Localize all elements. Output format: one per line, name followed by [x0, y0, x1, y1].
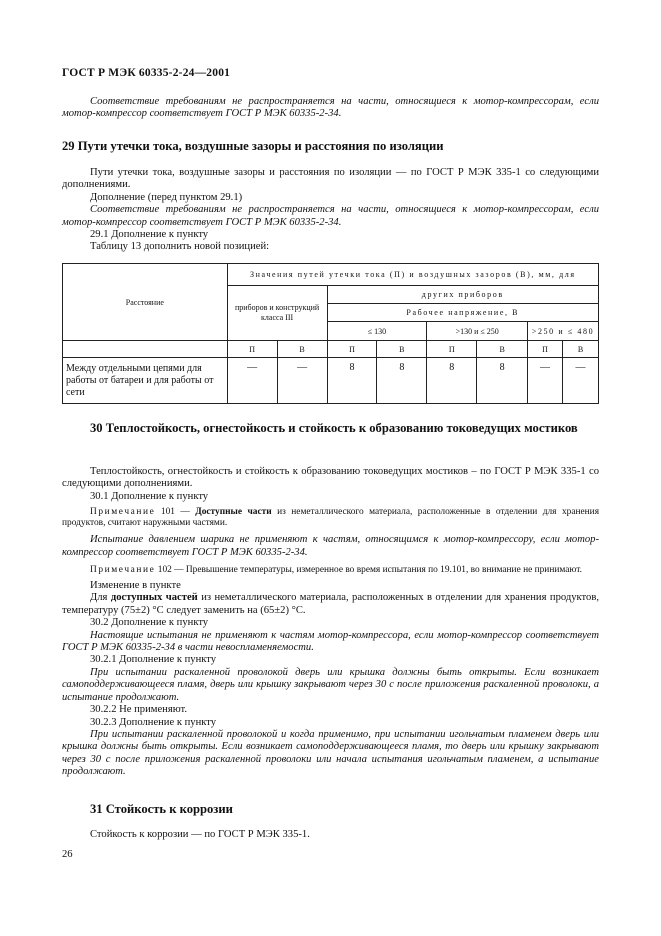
- th-sub: П: [528, 341, 563, 358]
- s30-note2: [62, 565, 599, 576]
- note2-text: 102 — Превышение температуры, измеренное во время испытания по 19.101, во внимание не принимают.: [157, 565, 582, 576]
- s29-p1: Пути утечки тока, воздушные зазоры и расстояния по изоляции — по ГОСТ Р МЭК 335-1 со следующими дополнениями.: [62, 167, 599, 191]
- document-header: ГОСТ Р МЭК 60335-2-24—2001: [62, 67, 231, 79]
- s29-p2: Дополнение (перед пунктом 29.1): [90, 191, 243, 203]
- th-values: Значения путей утечки тока (П) и воздушных зазоров (В), мм, для: [227, 264, 598, 286]
- th-voltage: Рабочее напряжение, В: [327, 304, 598, 322]
- th-sub: В: [277, 341, 327, 358]
- cell: 8: [477, 358, 528, 404]
- s31-p1: Стойкость к коррозии — по ГОСТ Р МЭК 335-1.: [90, 829, 310, 840]
- th-v1: ≤ 130: [327, 322, 427, 341]
- s30-p9: При испытании раскаленной проволокой дверь или крышка должны быть открыты. Если возникает самоподдерживающееся пламя, дверь или крышку закрывают через 30 с после приложения раскаленной проволоки, а испытание продолжают.: [62, 666, 599, 703]
- table-13-addition: [62, 263, 599, 404]
- intro-note: [62, 96, 599, 121]
- s29-p5: Таблицу 13 дополнить новой позицией:: [90, 241, 270, 253]
- intro-note-text: Соответствие требованиям не распространяется на части, относящиеся к мотор-компрессорам, если мотор-компрессор соответствует ГОСТ Р МЭК 60335-2-34.: [62, 96, 599, 120]
- th-distance: Расстояние: [63, 264, 228, 341]
- p5-bold: доступных частей: [110, 592, 198, 604]
- s30-note1: [62, 507, 599, 529]
- s30-p6: 30.2 Дополнение к пункту: [90, 617, 209, 629]
- note2-label: Примечание: [90, 565, 156, 576]
- s30-p8: 30.2.1 Дополнение к пункту: [90, 654, 217, 666]
- th-v3: >250 и ≤ 480: [528, 322, 599, 341]
- cell: —: [562, 358, 598, 404]
- th-v2: >130 и ≤ 250: [427, 322, 528, 341]
- s30-p10: 30.2.2 Не применяют.: [90, 704, 187, 716]
- section-30: [62, 421, 599, 435]
- cell: —: [227, 358, 277, 404]
- s30-p7: Настоящие испытания не применяют к частям мотор-компрессора, если мотор-компрессор соответствует ГОСТ Р МЭК 60335-2-34 в части невоспламеняемости.: [62, 629, 599, 654]
- note1-bold: Доступные части: [195, 507, 272, 518]
- row-label: Между отдельными цепями для работы от батареи и для работы от сети: [63, 358, 228, 404]
- p5-a: Для: [90, 592, 108, 604]
- note1-label: Примечание: [90, 507, 156, 518]
- th-sub: П: [327, 341, 377, 358]
- cell: 8: [427, 358, 477, 404]
- cell: —: [277, 358, 327, 404]
- s30-p1: Теплостойкость, огнестойкость и стойкость к образованию токоведущих мостиков – по ГОСТ Р МЭК 335-1 со следующими дополнениями.: [62, 466, 599, 490]
- th-empty: [63, 341, 228, 358]
- th-sub: П: [227, 341, 277, 358]
- section-31: [62, 802, 599, 816]
- section-29-body: [62, 167, 599, 254]
- th-class3: приборов и конструкций класса III: [227, 286, 327, 341]
- s30-p12: При испытании раскаленной проволокой и когда применимо, при испытании игольчатым пламенем дверь или крышка должны быть открыты. Если возникает самоподдерживающееся пламя, то дверь или крышку закрывают через 30 с после приложения раскаленной проволоки или начала испытания игольчатым пламенем, а испытание продолжают.: [62, 728, 599, 778]
- th-sub: В: [377, 341, 427, 358]
- s30-p11: 30.2.3 Дополнение к пункту: [90, 716, 217, 728]
- section-31-body: [62, 829, 599, 841]
- s30-p2: 30.1 Дополнение к пункту: [90, 490, 209, 502]
- th-sub: П: [427, 341, 477, 358]
- cell: —: [528, 358, 563, 404]
- note1-text: из неметаллического материала, расположенные в отделении для хранения продуктов, считают наружными частями.: [62, 507, 600, 529]
- cell: 8: [377, 358, 427, 404]
- s30-p3: Испытание давлением шарика не применяют к частям, относящимся к мотор-компрессору, если мотор-компрессор соответствует ГОСТ Р МЭК 60335-2-34.: [62, 534, 599, 558]
- th-sub: В: [562, 341, 598, 358]
- section-29: [62, 139, 599, 153]
- s29-p4: 29.1 Дополнение к пункту: [90, 229, 209, 241]
- s29-p3: Соответствие требованиям не распространяется на части, относящиеся к мотор-компрессорам, если мотор-компрессор соответствует ГОСТ Р МЭК 60335-2-34.: [62, 204, 599, 228]
- s30-p5: [62, 592, 599, 617]
- p5-b: из неметаллического материала, расположенных в отделении для хранения продуктов, температуру (75±2) °С следует заменить на (65±2) °С.: [62, 592, 599, 616]
- s30-p4: Изменение в пункте: [90, 580, 181, 592]
- section-31-title: 31 Стойкость к коррозии: [90, 802, 233, 816]
- cell: 8: [327, 358, 377, 404]
- note1-num: 101 —: [160, 507, 190, 518]
- page-number: 26: [62, 849, 73, 860]
- th-sub: В: [477, 341, 528, 358]
- section-30-title: 30 Теплостойкость, огнестойкость и стойкость к образованию токоведущих мостиков: [90, 421, 578, 435]
- th-other: других приборов: [327, 286, 598, 304]
- section-29-title: 29 Пути утечки тока, воздушные зазоры и расстояния по изоляции: [62, 139, 444, 153]
- section-30-body: [62, 466, 599, 779]
